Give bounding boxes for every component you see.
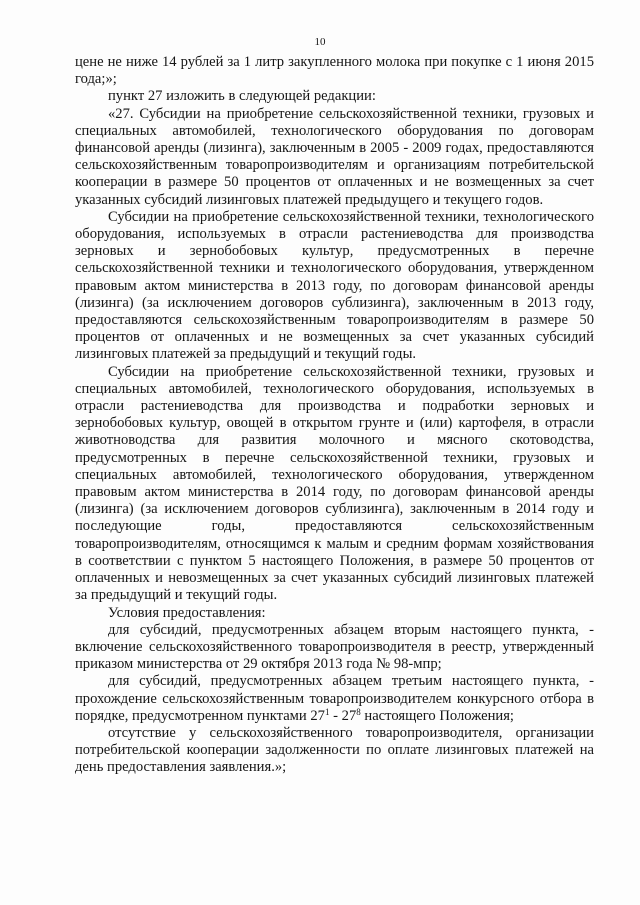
condition-competition-text-after: настоящего Положения; [360,707,514,724]
ref-end: 27 [341,707,357,724]
paragraph-item-27: «27. Субсидии на приобретение сельскохозяйственной техники, грузовых и специальных автомобилей, технологического оборудования по договорам финансовой аренды (лизинга), заключенным в 2005 - 2009 годах, предоставляются сельскохозяйственным товаропроизводителям и организациям потребительской кооперации в размере 50 процентов от оплаченных и не возмещенных за счет указанных субсидий лизинговых платежей предыдущего и текущего годов. [75,105,594,208]
paragraph-subsidies-2013: Субсидии на приобретение сельскохозяйственной техники, технологического оборудования, используемых в отрасли растениеводства для производства зерновых и зернобобовых культур, предусмотренных в перечне сельскохозяйственной техники и технологического оборудования, утвержденном правовым актом министерства в 2013 году, по договорам финансовой аренды (лизинга) (за исключением договоров сублизинга), заключенным в 2013 году, предоставляются сельскохозяйственным товаропроизводителям в размере 50 процентов от оплаченных и не возмещенных за счет указанных субсидий лизинговых платежей за предыдущий и текущий годы. [75,208,594,363]
paragraph-condition-competition [75,673,594,725]
paragraph-condition-no-debt: отсутствие у сельскохозяйственного товаропроизводителя, организации потребительской кооперации задолженности по оплате лизинговых платежей на день предоставления заявления.»; [75,724,594,776]
document-body [75,54,594,777]
ref-dash: - [329,707,342,724]
ref-start-sup: 1 [324,706,330,717]
paragraph-condition-registry: для субсидий, предусмотренных абзацем вторым настоящего пункта, - включение сельскохозяйственного товаропроизводителя в реестр, утвержденный приказом министерства от 29 октября 2013 года № 98-мпр; [75,621,594,673]
paragraph-amendment-intro: пункт 27 изложить в следующей редакции: [108,88,376,105]
paragraph-subsidies-2014: Субсидии на приобретение сельскохозяйственной техники, грузовых и специальных автомобилей, технологического оборудования, используемых в отрасли растениеводства для производства и подработки зерновых и зернобобовых культур, овощей в открытом грунте и (или) картофеля, в отрасли животноводства для развития молочного и мясного скотоводства, предусмотренных в перечне сельскохозяйственной техники, грузовых и специальных автомобилей, технологического оборудования, утвержденном правовым актом министерства в 2014 году, по договорам финансовой аренды (лизинга) (за исключением договоров сублизинга), заключенным в 2014 году и последующие годы, предоставляются сельскохозяйственным товаропроизводителям, относящимся к малым и средним формам хозяйствования в соответствии с пунктом 5 настоящего Положения, в размере 50 процентов от оплаченных и невозмещенных за счет указанных субсидий лизинговых платежей за предыдущий и текущий годы. [75,363,594,604]
page-number: 10 [314,36,326,48]
ref-end-sup: 8 [356,706,361,717]
ref-start: 27 [310,707,325,724]
paragraph-conditions-heading: Условия предоставления: [108,604,266,621]
paragraph-continuation: цене не ниже 14 рублей за 1 литр закупленного молока при покупке с 1 июня 2015 года;»; [75,54,594,88]
condition-competition-text: для субсидий, предусмотренных абзацем третьим настоящего пункта, - прохождение сельскохозяйственным товаропроизводителем конкурсного отбора в порядке, предусмотренном пунктами [75,673,594,724]
